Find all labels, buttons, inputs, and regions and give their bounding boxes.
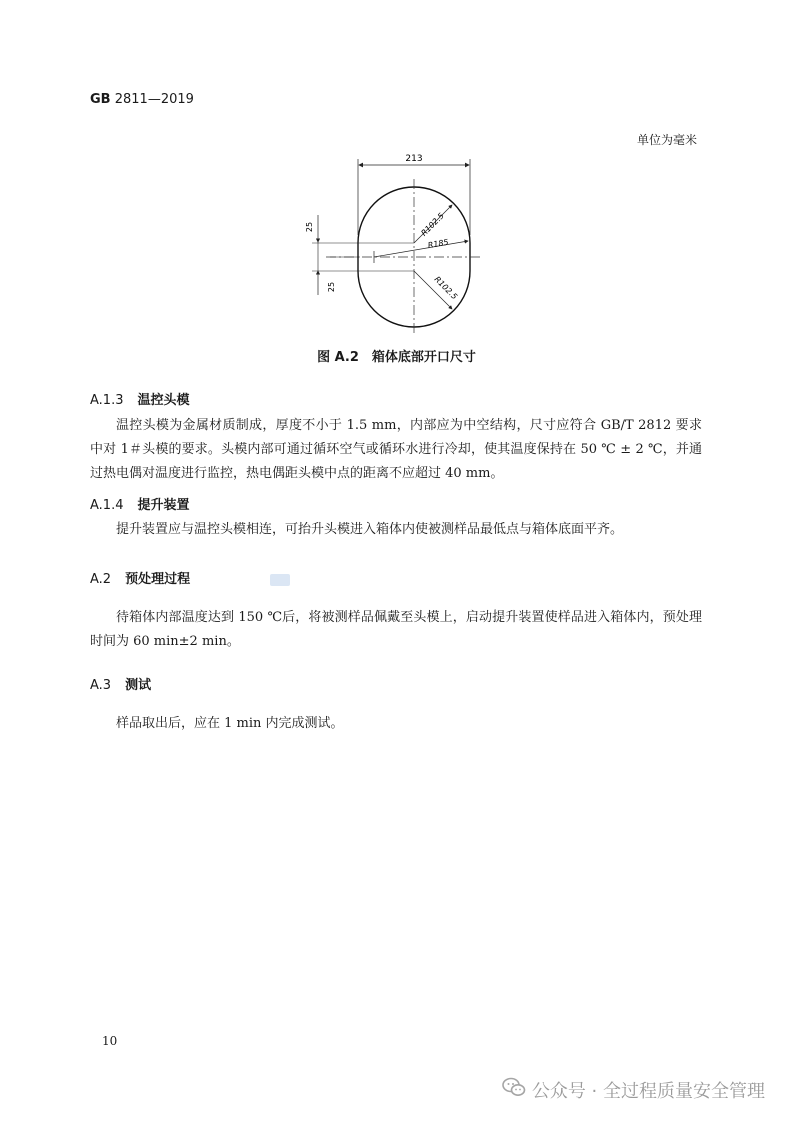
radius-top-label: R102.5 (419, 211, 446, 238)
standard-code (90, 92, 194, 107)
section-title: 预处理过程 (125, 572, 191, 587)
section-heading-a2 (90, 568, 190, 587)
width-dim-label: 213 (405, 154, 423, 164)
section-heading-a13 (90, 389, 190, 408)
unit-note: 单位为毫米 (636, 133, 697, 147)
section-number: A.1.4 (90, 498, 124, 513)
section-number: A.1.3 (90, 393, 124, 408)
wechat-account-text: 公众号 · 全过程质量安全管理 (531, 1080, 765, 1102)
standard-prefix: GB (90, 92, 111, 107)
section-number: A.3 (90, 678, 112, 693)
faint-logo-mark (270, 574, 290, 586)
figure-a2 (290, 145, 490, 340)
section-text-a13: 温控头模为金属材质制成，厚度不小于 1.5 mm，内部应为中空结构，尺寸应符合 GB/T 2812 要求中对 1＃头模的要求。头模内部可通过循环空气或循环水进行冷却，使其温度保持在 50 ℃ ± 2 ℃，并通过热电偶对温度进行监控，热电偶距头模中点的距离不应超过 40 mm。 (90, 418, 702, 481)
radius-mid-label: R185 (427, 237, 450, 251)
section-text-a3: 样品取出后，应在 1 min 内完成测试。 (116, 716, 344, 731)
section-text-a14: 提升装置应与温控头模相连，可抬升头模进入箱体内使被测样品最低点与箱体底面平齐。 (116, 522, 624, 537)
opening-diagram (290, 145, 490, 340)
offset-top-label: 25 (305, 221, 314, 233)
figure-caption: 图 A.2 箱体底部开口尺寸 (317, 350, 476, 365)
section-text-a2: 待箱体内部温度达到 150 ℃后，将被测样品佩戴至头模上，启动提升装置使样品进入箱体内，预处理时间为 60 min±2 min。 (90, 610, 702, 649)
section-number: A.2 (90, 572, 112, 587)
section-title: 提升装置 (137, 498, 190, 513)
radius-bottom-label: R102.5 (432, 274, 460, 302)
page-number: 10 (102, 1034, 118, 1048)
wechat-icon (502, 1076, 526, 1103)
section-heading-a14 (90, 494, 190, 513)
section-heading-a3 (90, 674, 151, 693)
offset-bottom-label: 25 (327, 281, 336, 293)
standard-number: 2811—2019 (114, 92, 194, 107)
section-title: 测试 (125, 678, 152, 693)
section-title: 温控头模 (137, 393, 190, 408)
wechat-watermark (502, 1076, 765, 1103)
